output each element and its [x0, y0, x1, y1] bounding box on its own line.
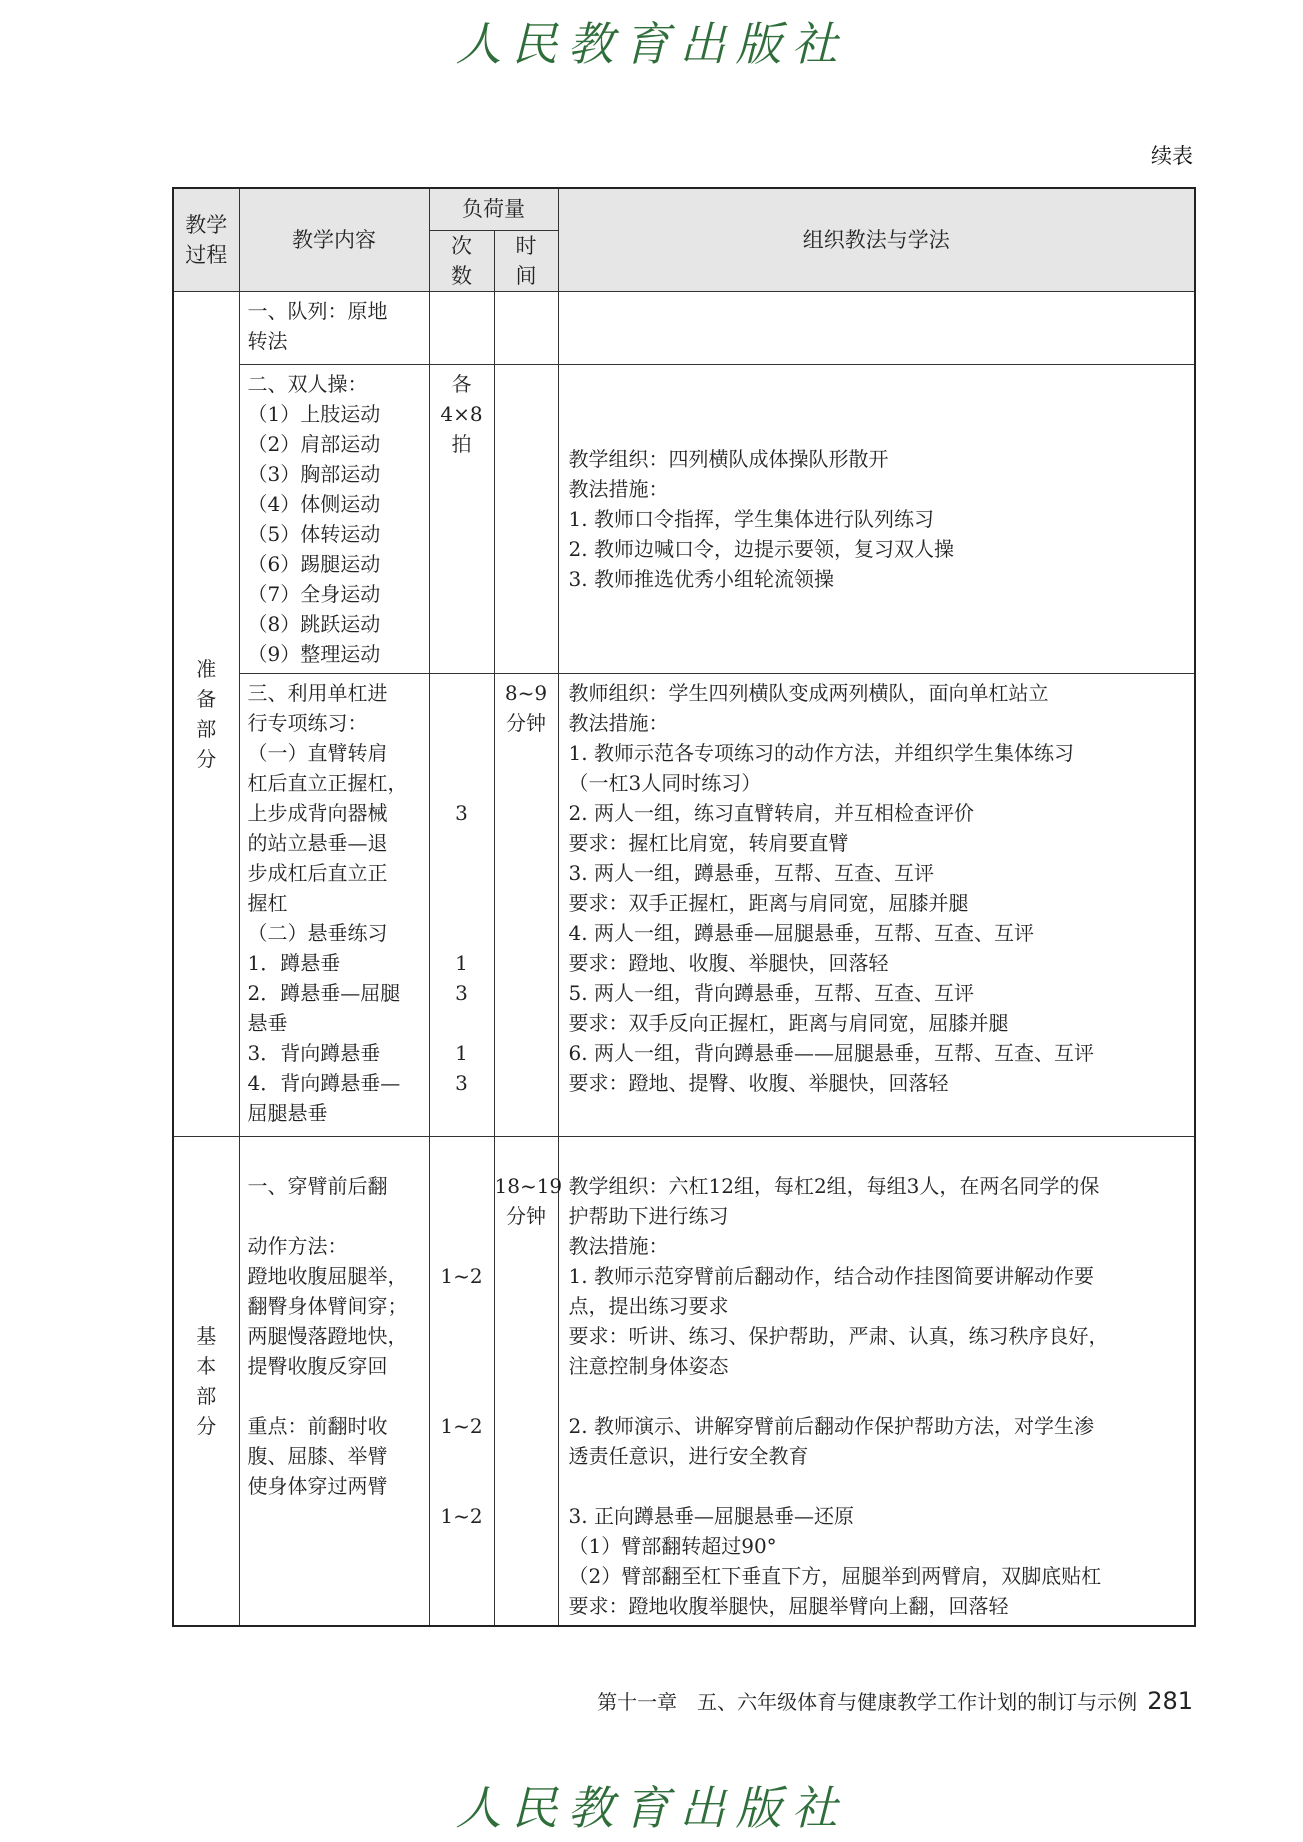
prep-row2-count: 各 4×8 拍	[429, 364, 494, 673]
continued-label: 续表	[1151, 144, 1193, 168]
basic-method: 教学组织：六杠12组，每杠2组，每组3人，在两名同学的保 护帮助下进行练习 教法措施： 1. 教师示范穿臂前后翻动作，结合动作挂图简要讲解动作要 点，提出练习要求 要求：听讲、练习、保护帮助，严肃、认真，练习秩序良好， 注意控制身体姿态 2. 教师演示、讲解穿臂前后翻动作保护帮助方法，对学生渗 透责任意识，进行安全教育 3. 正向蹲悬垂—屈腿悬垂—还原 （1）臂部翻转超过90° （2）臂部翻至杠下垂直下方，屈腿举到两臂肩，双脚底贴杠 要求：蹬地收腹举腿快，屈腿举臂向上翻，回落轻	[558, 1136, 1195, 1626]
header-load: 负荷量	[429, 188, 558, 230]
page-number: 281	[1147, 1687, 1193, 1715]
prep-row1-content: 一、队列：原地 转法	[239, 291, 429, 364]
page-footer	[597, 1686, 1193, 1715]
header-time: 时 间	[494, 230, 558, 291]
prep-row3-content: 三、利用单杠进 行专项练习： （一）直臂转肩 杠后直立正握杠， 上步成背向器械 的站立悬垂—退 步成杠后直立正 握杠 （二）悬垂练习 1．蹲悬垂 2．蹲悬垂—屈腿 悬垂 3．背向蹲悬垂 4．背向蹲悬垂— 屈腿悬垂	[239, 673, 429, 1136]
lesson-plan-table	[172, 187, 1196, 1627]
header-method: 组织教法与学法	[558, 188, 1195, 291]
basic-count: 1~2 1~2 1~2	[429, 1136, 494, 1626]
basic-time: 18~19 分钟	[494, 1136, 558, 1626]
phase-prep: 准 备 部 分	[173, 291, 239, 1136]
prep-row2-method: 教学组织：四列横队成体操队形散开 教法措施： 1. 教师口令指挥，学生集体进行队列练习 2. 教师边喊口令，边提示要领，复习双人操 3. 教师推选优秀小组轮流领操	[558, 364, 1195, 673]
prep-row2-content: 二、双人操： （1）上肢运动 （2）肩部运动 （3）胸部运动 （4）体侧运动 （5）体转运动 （6）踢腿运动 （7）全身运动 （8）跳跃运动 （9）整理运动	[239, 364, 429, 673]
header-content: 教学内容	[239, 188, 429, 291]
chapter-title: 第十一章 五、六年级体育与健康教学工作计划的制订与示例	[597, 1690, 1138, 1714]
phase-basic: 基 本 部 分	[173, 1136, 239, 1626]
prep-row3-count: 3 1 3 1 3	[429, 673, 494, 1136]
publisher-logo-top: 人民教育出版社	[455, 17, 848, 71]
header-process: 教学 过程	[173, 188, 239, 291]
publisher-logo-bottom: 人民教育出版社	[455, 1781, 848, 1835]
basic-content: 一、穿臂前后翻 动作方法： 蹬地收腹屈腿举， 翻臀身体臂间穿； 两腿慢落蹬地快， 提臀收腹反穿回 重点：前翻时收 腹、屈膝、举臂 使身体穿过两臂	[239, 1136, 429, 1626]
prep-row3-time: 8~9 分钟	[494, 673, 558, 1136]
prep-row3-method: 教师组织：学生四列横队变成两列横队，面向单杠站立 教法措施： 1. 教师示范各专项练习的动作方法，并组织学生集体练习 （一杠3人同时练习） 2. 两人一组，练习直臂转肩，并互相检查评价 要求：握杠比肩宽，转肩要直臂 3. 两人一组，蹲悬垂，互帮、互查、互评 要求：双手正握杠，距离与肩同宽，屈膝并腿 4. 两人一组，蹲悬垂—屈腿悬垂，互帮、互查、互评 要求：蹬地、收腹、举腿快，回落轻 5. 两人一组，背向蹲悬垂，互帮、互查、互评 要求：双手反向正握杠，距离与肩同宽，屈膝并腿 6. 两人一组，背向蹲悬垂——屈腿悬垂，互帮、互查、互评 要求：蹬地、提臀、收腹、举腿快，回落轻	[558, 673, 1195, 1136]
header-count: 次 数	[429, 230, 494, 291]
